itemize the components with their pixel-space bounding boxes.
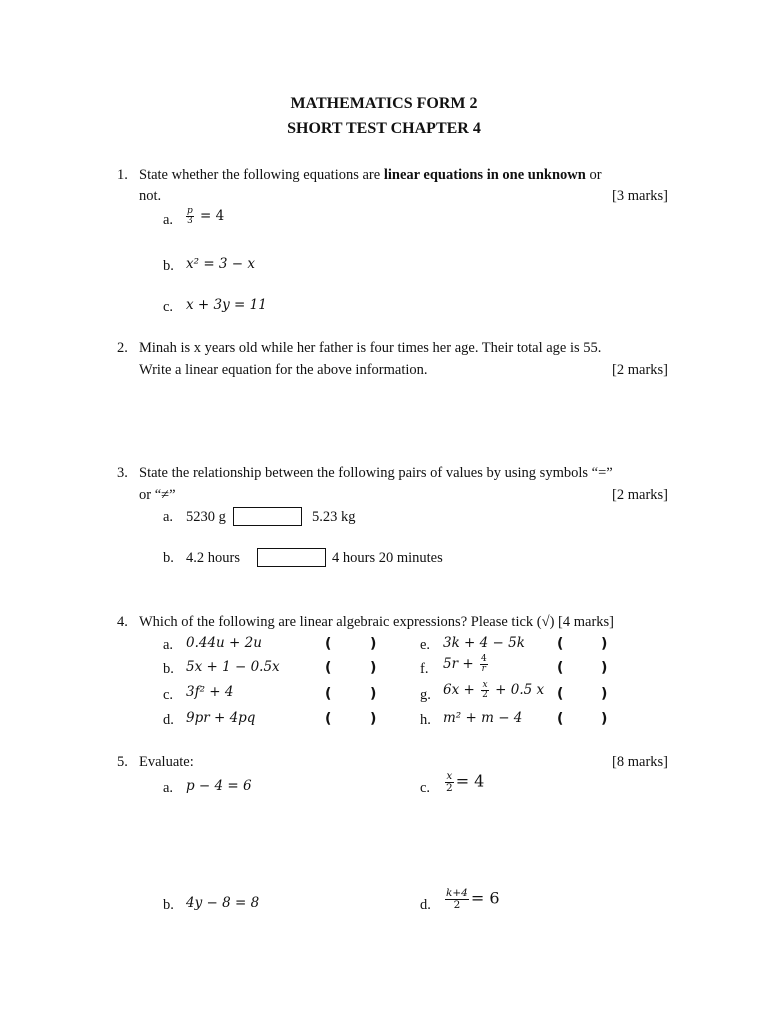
q5b-label: b.: [163, 897, 174, 913]
q4-text: Which of the following are linear algebraic expressions? Please tick (√) [4 marks]: [139, 614, 615, 630]
q2-marks: [2 marks]: [612, 362, 668, 378]
q3-number: 3.: [117, 465, 128, 481]
q4d-label: d.: [163, 712, 174, 728]
q4c-paren-open[interactable]: (: [325, 686, 332, 702]
q4c-paren-close[interactable]: ): [370, 686, 377, 702]
q3-text-line1: State the relationship between the following pairs of values by using symbols “=”: [139, 465, 613, 481]
q1-number: 1.: [117, 167, 128, 183]
q4c-expression: 3f² + 4: [186, 684, 234, 700]
q4b-paren-close[interactable]: ): [370, 660, 377, 676]
q4h-paren-close[interactable]: ): [601, 711, 608, 727]
q4f-paren-close[interactable]: ): [601, 660, 608, 676]
q4a-expression: 0.44u + 2u: [186, 635, 262, 651]
q4e-expression: 3k + 4 − 5k: [443, 635, 525, 651]
q1-text: State whether the following equations are linear equations in one unknown or: [139, 167, 602, 183]
q3a-label: a.: [163, 509, 174, 525]
q2-text-line1: Minah is x years old while her father is four times her age. Their total age is 55.: [139, 340, 602, 356]
q4b-expression: 5x + 1 − 0.5x: [186, 659, 280, 675]
page-title: MATHEMATICS FORM 2: [290, 95, 478, 112]
q1a-label: a.: [163, 212, 174, 228]
q5-number: 5.: [117, 754, 128, 770]
q3a-left-value: 5230 g: [186, 509, 226, 525]
q5a-label: a.: [163, 780, 174, 796]
q4h-label: h.: [420, 712, 431, 728]
q5c-equation: $\frac{x}{2}$ = 4: [446, 770, 485, 794]
q4e-paren-open[interactable]: (: [557, 636, 564, 652]
q1c-label: c.: [163, 299, 174, 315]
q4e-paren-close[interactable]: ): [601, 636, 608, 652]
q4h-paren-open[interactable]: (: [557, 711, 564, 727]
q5b-equation: 4y − 8 = 8: [186, 895, 260, 911]
q4f-paren-open[interactable]: (: [557, 660, 564, 676]
q4b-paren-open[interactable]: (: [325, 660, 332, 676]
q5d-label: d.: [420, 897, 431, 913]
q1-marks: [3 marks]: [612, 188, 668, 204]
q3b-label: b.: [163, 550, 174, 566]
q4-number: 4.: [117, 614, 128, 630]
q1c-equation: x + 3y = 11: [186, 297, 267, 313]
q2-text-line2: Write a linear equation for the above information.: [139, 362, 428, 378]
q3a-right-value: 5.23 kg: [312, 509, 356, 525]
page-subtitle: SHORT TEST CHAPTER 4: [287, 120, 481, 137]
q3b-left-value: 4.2 hours: [186, 550, 240, 566]
q5d-equation: $\frac{k+4}{2}$ = 6: [446, 887, 500, 911]
q4g-expression: 6x + $\frac{x}{2}$ + 0.5 x: [443, 680, 545, 700]
q1a-equation: $\frac{p}{3}$ = 4: [187, 206, 225, 226]
q4a-paren-close[interactable]: ): [370, 636, 377, 652]
q4d-paren-open[interactable]: (: [325, 711, 332, 727]
q5-marks: [8 marks]: [612, 754, 668, 770]
q2-number: 2.: [117, 340, 128, 356]
q1b-label: b.: [163, 258, 174, 274]
q3b-right-value: 4 hours 20 minutes: [332, 550, 443, 566]
q5-text: Evaluate:: [139, 754, 194, 770]
q3-text-line2: or “≠”: [139, 487, 176, 503]
q4g-label: g.: [420, 687, 431, 703]
q3-marks: [2 marks]: [612, 487, 668, 503]
q4g-paren-open[interactable]: (: [557, 686, 564, 702]
q4d-expression: 9pr + 4pq: [186, 710, 256, 726]
q4g-paren-close[interactable]: ): [601, 686, 608, 702]
q5a-equation: p − 4 = 6: [186, 778, 252, 794]
q1-text-line2: not.: [139, 188, 162, 204]
q4f-label: f.: [420, 661, 429, 677]
q4a-label: a.: [163, 637, 174, 653]
q4c-label: c.: [163, 687, 174, 703]
q1b-equation: x² = 3 − x: [186, 256, 256, 272]
q4a-paren-open[interactable]: (: [325, 636, 332, 652]
q3b-answer-box[interactable]: [257, 548, 326, 567]
q4h-expression: m² + m − 4: [443, 710, 523, 726]
q5c-label: c.: [420, 780, 431, 796]
q4b-label: b.: [163, 661, 174, 677]
q3a-answer-box[interactable]: [233, 507, 302, 526]
q4f-expression: 5r + $\frac{4}{r}$: [443, 654, 487, 674]
q4e-label: e.: [420, 637, 431, 653]
q4d-paren-close[interactable]: ): [370, 711, 377, 727]
